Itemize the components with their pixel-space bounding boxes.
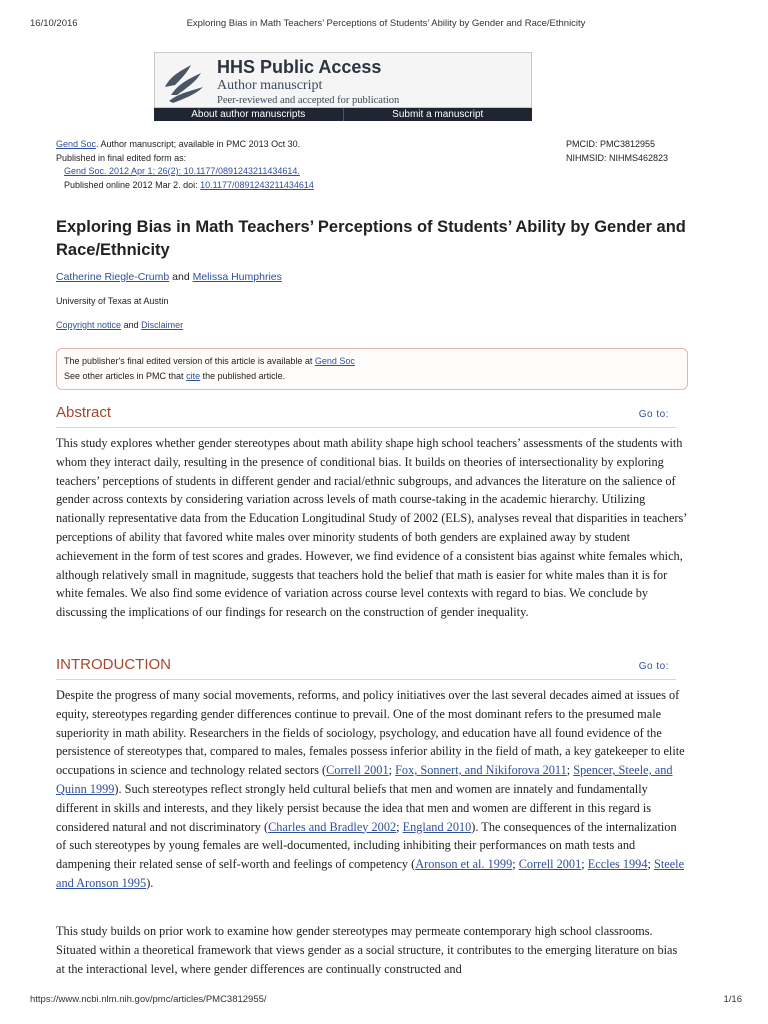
reference-link[interactable]: Spencer, Steele, and Quinn 1999 (56, 763, 673, 796)
copyright-line (56, 320, 183, 330)
publisher-version-link[interactable]: Gend Soc (314, 356, 355, 366)
ref-separator: ; (396, 819, 400, 834)
ref-separator: ; (647, 857, 651, 872)
online-line (56, 179, 676, 193)
print-doc-title: Exploring Bias in Math Teachers’ Perceptions of Students’ Ability by Gender and Race/Ethnicity (186, 18, 586, 29)
author-list (56, 271, 282, 283)
hhs-subtitle: Author manuscript (217, 78, 323, 93)
copyright-conjunction: and (123, 320, 139, 330)
notice-text: The publisher's final edited version of this article is available at (64, 356, 313, 366)
affiliation: University of Texas at Austin (56, 296, 169, 306)
abstract-text: This study explores whether gender stereotypes about math ability shape high school teachers’ assessments of the students with whom they interact daily, resulting in the presence of conditional bias. It builds on theories of intersectionality by exploring teachers’ perceptions of students in different gender and racial/ethnic subgroups, and advances the literature on the salience of gender across contexts by considering variation across levels of math course-taking in the academic hierarchy. Utilizing nationally representative data from the Education Longitudinal Study of 2002 (ELS), analyses reveal that disparities in teachers’ perceptions of ability that favored white males over minority students of both genders are explained away by student achievement in the form of test scores and grades. However, we find evidence of a consistent bias against white females which, although relatively small in magnitude, suggests that teachers hold the belief that math is easier for white males than it is for white females. We also find some evidence of variation across course level contexts with regard to bias. We conclude by discussing the implications of our findings for research on the construction of gender inequality. (56, 436, 687, 620)
pmcid: PMCID: PMC3812955 (566, 139, 656, 149)
abstract-heading: Abstract (56, 404, 112, 421)
ref-separator: ; (388, 763, 393, 778)
reference-link[interactable]: Fox, Sonnert, and Nikiforova 2011 (395, 763, 567, 778)
print-date: 16/10/2016 (30, 18, 78, 29)
cite-link[interactable]: cite (186, 371, 201, 381)
ref-separator: ; (566, 763, 571, 778)
introduction-goto-link[interactable]: Go to: (638, 661, 669, 672)
body-text: ). Such stereotypes reflect strongly held cultural beliefs that men and women are innately and fundamentally different in skills and interests, and they likely persist because the idea that men and women are different in this regard is considered natural and not discriminatory ( (56, 781, 652, 834)
article-title: Exploring Bias in Math Teachers’ Perceptions of Students’ Ability by Gender and Race/Ethnicity (56, 218, 686, 259)
author-link[interactable]: Catherine Riegle-Crumb (56, 271, 170, 283)
submit-manuscript-link[interactable]: Submit a manuscript (343, 108, 533, 121)
citation-meta (56, 138, 676, 192)
body-text: ). (146, 875, 154, 890)
section-divider (56, 427, 676, 428)
publisher-notice (56, 348, 688, 390)
doi-link[interactable]: 10.1177/0891243211434614 (200, 179, 314, 190)
reference-link[interactable]: Correll 2001 (518, 857, 582, 872)
section-divider (56, 679, 676, 680)
body-text: Despite the progress of many social movements, reforms, and policy initiatives over the last several decades aimed at issues of equity, stereotypes regarding gender differences continue to prevail. One of the most dominant refers to the presumed male superiority in math ability. Researchers in the fields of sociology, psychology, and education have all found evidence of the persistence of stereotypes that, compared to males, females possess inferior ability in the field of math, a key gatekeeper to elite occupations in science and technology related sectors ( (56, 688, 685, 778)
reference-link[interactable]: Charles and Bradley 2002 (268, 819, 397, 834)
about-author-manuscripts-link[interactable]: About author manuscripts (191, 109, 306, 120)
citation-line (56, 165, 676, 179)
notice-text: See other articles in PMC that (64, 371, 184, 381)
citation-link[interactable]: Gend Soc. 2012 Apr 1; 26(2): 10.1177/0891243211434614. (64, 166, 300, 176)
hhs-banner (154, 52, 532, 120)
hhs-banner-box (154, 52, 532, 108)
introduction-paragraph-1 (56, 686, 688, 893)
abstract-goto-link[interactable]: Go to: (638, 409, 669, 420)
online-text: Published online 2012 Mar 2. doi: (64, 179, 198, 190)
reference-link[interactable]: Eccles 1994 (587, 857, 648, 872)
notice-line-1 (64, 354, 687, 369)
nihmsid: NIHMSID: NIHMS462823 (566, 152, 669, 163)
copyright-notice-link[interactable]: Copyright notice (56, 320, 122, 330)
introduction-heading: INTRODUCTION (56, 656, 171, 673)
notice-line-2 (64, 369, 687, 384)
reference-link[interactable]: Correll 2001 (326, 763, 389, 778)
reference-link[interactable]: England 2010 (402, 819, 472, 834)
hhs-link-bar (154, 108, 532, 121)
author-link[interactable]: Melissa Humphries (192, 271, 282, 283)
disclaimer-link[interactable]: Disclaimer (141, 320, 184, 330)
hhs-tagline: Peer-reviewed and accepted for publication (217, 95, 400, 106)
journal-link[interactable]: Gend Soc (56, 139, 97, 149)
ref-separator: ; (512, 857, 516, 872)
author-conjunction: and (172, 271, 190, 283)
introduction-paragraph-2: This study builds on prior work to examine how gender stereotypes may permeate contemporary high school classrooms. Situated within a theoretical framework that views gender as a social structure, it contributes to the emerging literature on bias at the interactional level, where gender differences are continually constructed and (56, 924, 678, 976)
notice-text: the published article. (202, 371, 286, 381)
page-url: https://www.ncbi.nlm.nih.gov/pmc/articles/PMC3812955/ (30, 994, 267, 1005)
reference-link[interactable]: Aronson et al. 1999 (415, 857, 513, 872)
identifiers (566, 138, 676, 165)
reference-link[interactable]: Steele and Aronson 1995 (56, 857, 685, 890)
page-number: 1/16 (723, 994, 742, 1005)
introduction-header (56, 656, 676, 678)
abstract-header (56, 404, 676, 426)
body-text: ). The consequences of the internalization of such stereotypes by young females are well-documented, including inhibiting their performances on math tests and dampening their related sense of self-worth and feelings of competency ( (56, 819, 677, 872)
hhs-eagle-logo-icon (161, 57, 207, 105)
hhs-title: HHS Public Access (217, 57, 382, 77)
ref-separator: ; (581, 857, 585, 872)
manuscript-availability: . Author manuscript; available in PMC 2013 Oct 30. (96, 139, 301, 149)
published-label: Published in final edited form as: (56, 152, 187, 163)
